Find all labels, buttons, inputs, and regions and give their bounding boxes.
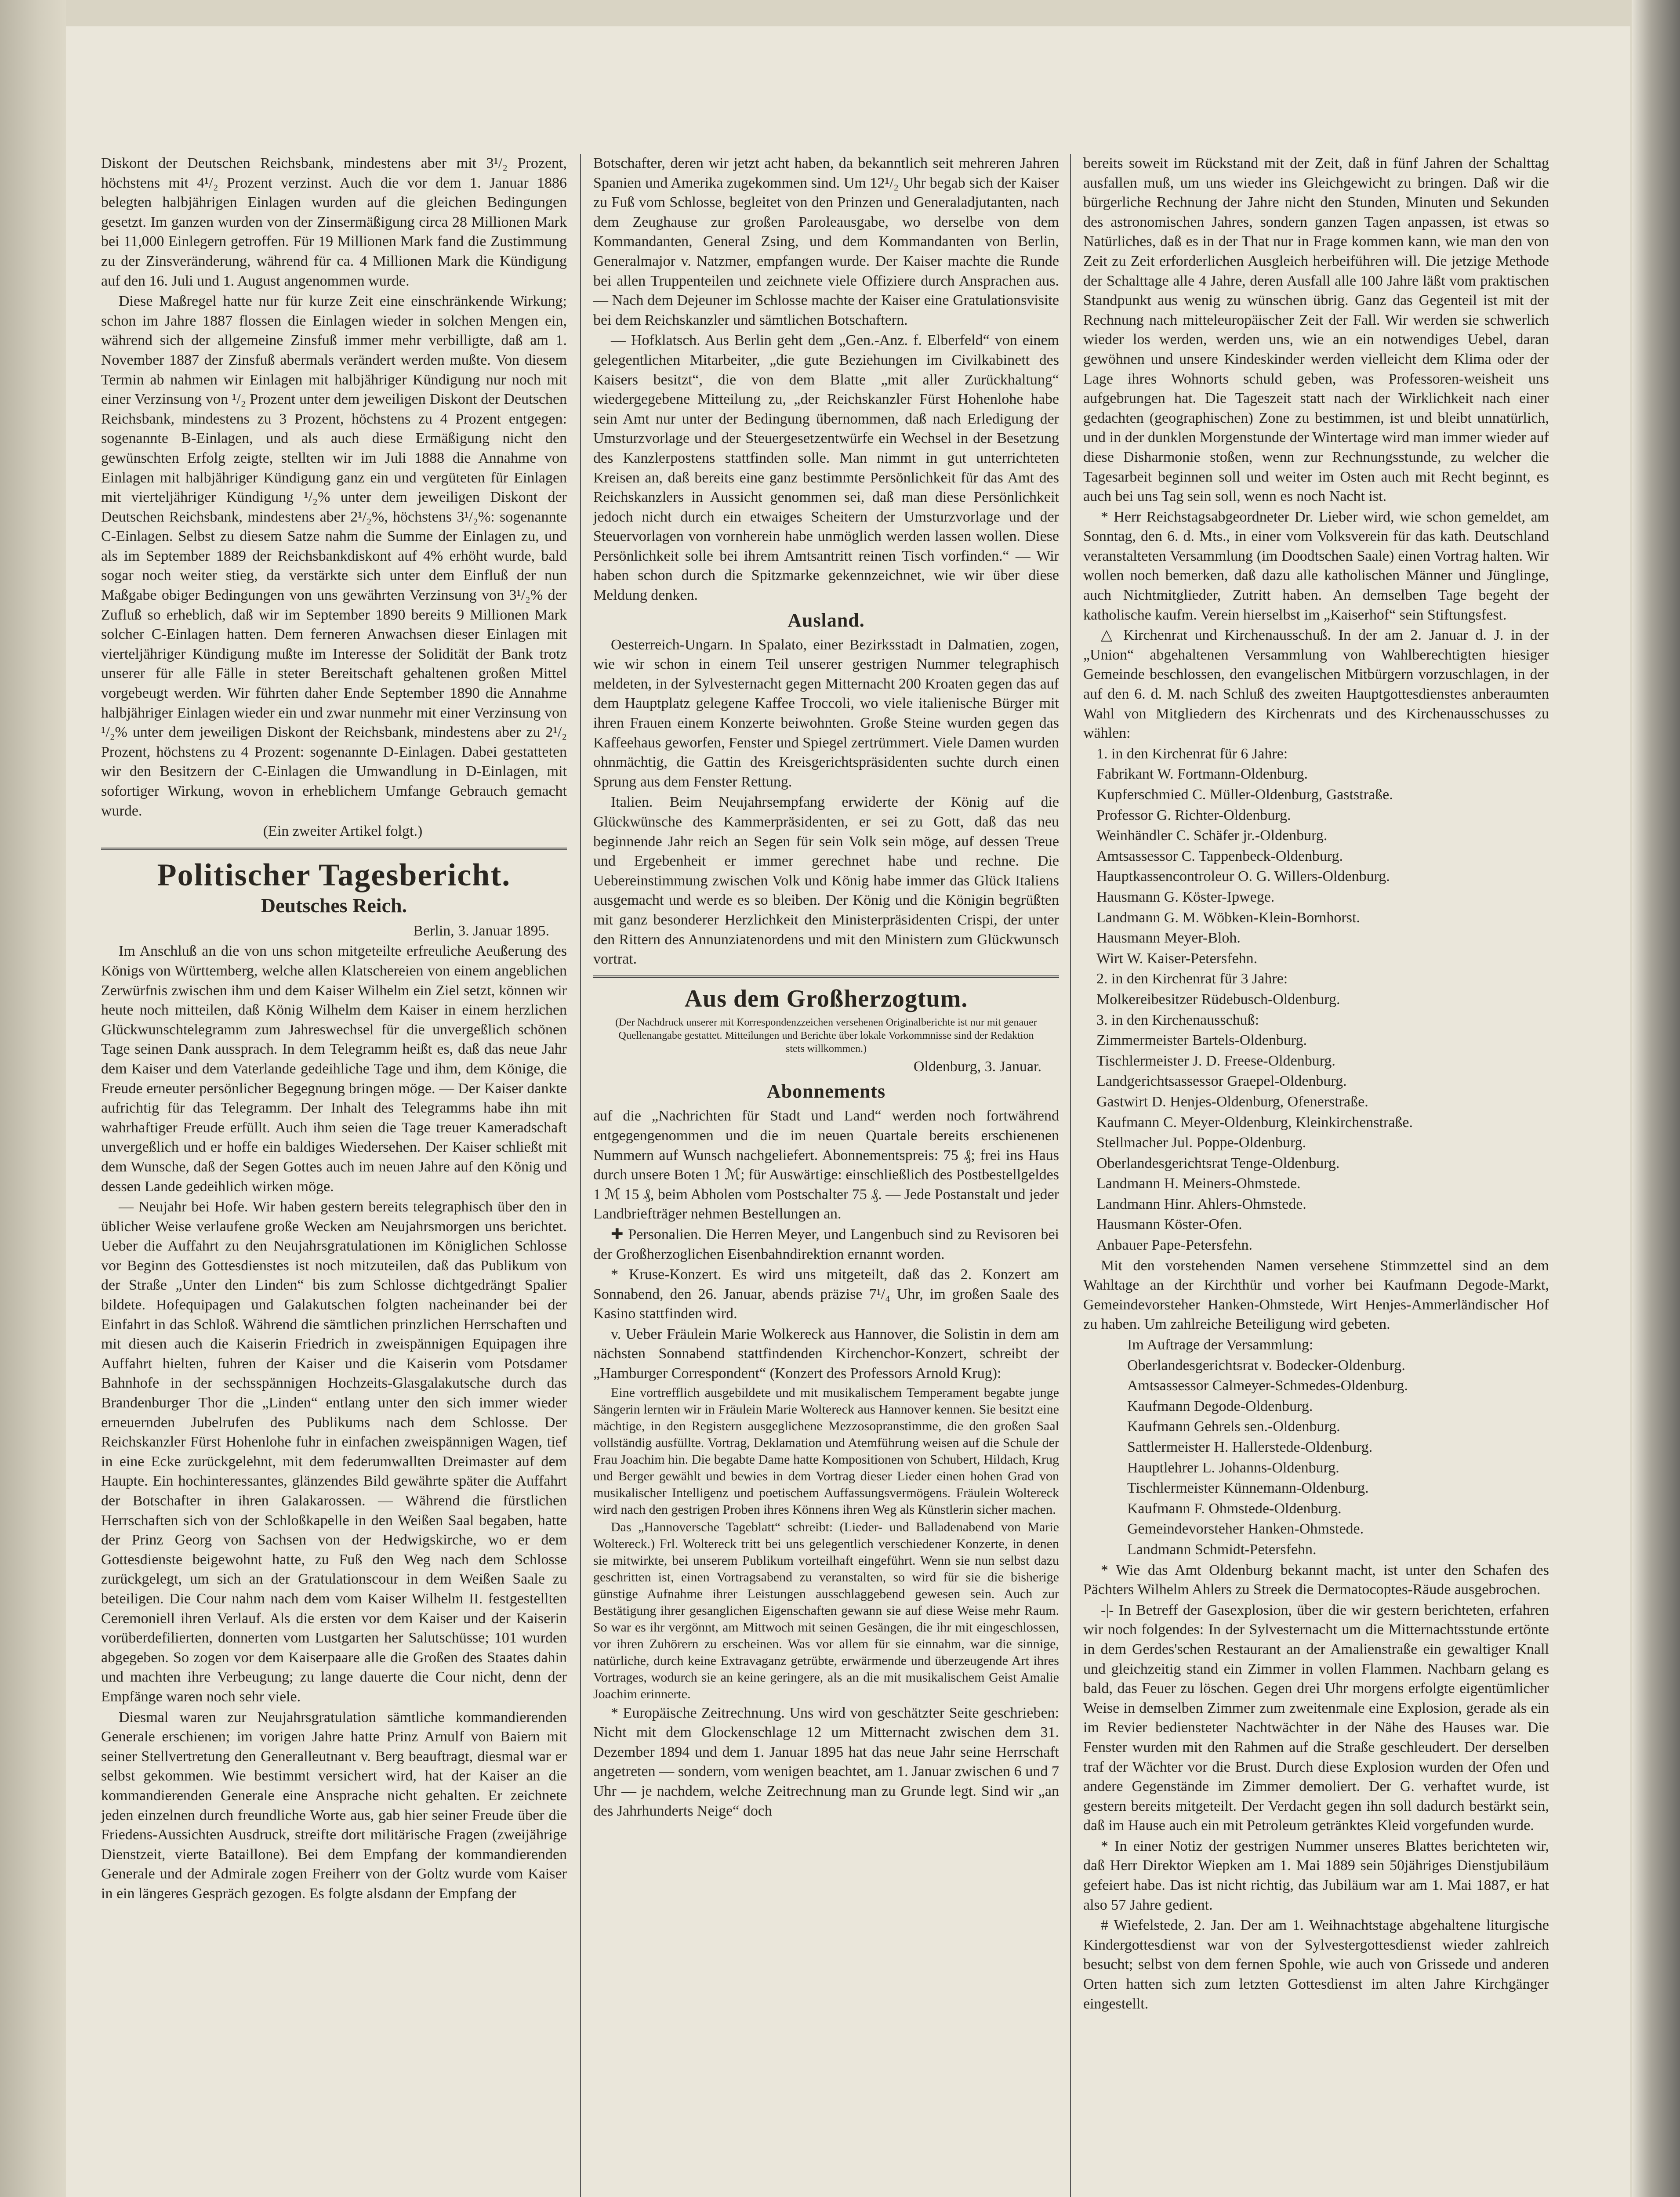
list-item: Stellmacher Jul. Poppe-Oldenburg. xyxy=(1096,1135,1306,1151)
list-item: Sattlermeister H. Hallerstede-Oldenburg. xyxy=(1127,1439,1373,1455)
list-item: Fabrikant W. Fortmann-Oldenburg. xyxy=(1096,766,1308,783)
column-right xyxy=(1083,154,1549,2015)
article-paragraph: △ Kirchenrat und Kirchenausschuß. In der am 2. Januar d. J. in der „Union“ abgehaltenen Versammlung von Wahlberechtigten hiesiger Gemeinde beschlossen, den evangelischen Mitbürgern vorzuschlagen, in der auf den 6. d. M. nach Schluß des zweiten Hauptgottesdienstes anberaumten Wahl von Mitgliedern des Kirchenrats und des Kirchenausschusses zu wählen: xyxy=(1083,627,1549,742)
article-paragraph: Botschafter, deren wir jetzt acht haben, da bekanntlich seit mehreren Jahren Spanien und Amerika zugekommen sind. Um 12¹/₂ Uhr begab sich der Kaiser zu Fuß vom Schlosse, begleitet von den Prinzen und Generaladjutanten, nach dem Zeughause zur großen Paroleausgabe, wo derselbe von dem Kommandanten, General Zsing, und dem Kommandanten von Berlin, Generalmajor v. Natzmer, empfangen wurde. Der Kaiser machte die Runde bei allen Truppenteilen und zeichnete viele Offiziere durch Ansprachen aus. — Nach dem Dejeuner im Schlosse machte der Kaiser eine Gratulationsvisite bei dem Reichskanzler und sämtlichen Botschaftern. xyxy=(593,155,1059,328)
article-paragraph: bereits soweit im Rückstand mit der Zeit, daß in fünf Jahren der Schalttag ausfallen muß, um uns wieder ins Gleichgewicht zu bringen. Daß wir die bürgerliche Rechnung der Jahre nicht den Stunden, Minuten und Sekunden des astronomischen Jahres, sondern ganzen Tagen anpassen, ist etwas so Natürliches, daß es in der That nur in Frage kommen kann, wie man den von Zeit zu Zeit erforderlichen Ausgleich herbeiführen will. Die jetzige Methode der Schalttage alle 4 Jahre, deren Ausfall alle 100 Jahre läßt vom praktischen Standpunkt aus wenig zu wünschen übrig. Ganz das Gegenteil ist mit der Rechnung nach mitteleuropäischer Zeit der Fall. Wir werden sie schwerlich wieder los werden, werden uns, wie an ein notwendiges Uebel, daran gewöhnen und unsere Kindeskinder werden vielleicht dem Klima oder der Lage ihres Wohnorts schuld geben, was Professoren-weisheit uns aufgebrungen hat. Die Tageszeit statt nach der Wirklichkeit nach einer gedachten (geographischen) Zone zu bestimmen, ist und bleibt unnatürlich, und in der dunklen Morgenstunde der Wintertage wird man immer wieder auf diese Disharmonie stoßen, wenn zur Rechnungsstunde, zu welcher die Tagesarbeit beginnen soll und weiter im Osten auch mit Recht beginnt, es auch bei uns Tag sein soll, wenn es noch Nacht ist. xyxy=(1083,155,1549,505)
article-paragraph: * Europäische Zeitrechnung. Uns wird von geschätzter Seite geschrieben: Nicht mit dem Glockenschlage 12 um Mitternacht zwischen dem 31. Dezember 1894 und dem 1. Januar 1895 hat das neue Jahr seine Herrschaft angetreten — sondern, vom wenigen beachtet, am 1. Januar zwischen 6 und 7 Uhr — je nachdem, welche Zeitrechnung man zu Grunde legt. Sind wir „an des Jahrhunderts Neige“ doch xyxy=(593,1704,1059,1819)
list-item: Hausmann Meyer-Bloh. xyxy=(1096,930,1241,946)
list-item: Oberlandesgerichtsrat v. Bodecker-Oldenburg. xyxy=(1127,1357,1405,1374)
article-paragraph: * In einer Notiz der gestrigen Nummer unseres Blattes berichteten wir, daß Herr Direktor Wiepken am 1. Mai 1889 sein 50jähriges Dienstjubiläum gefeiert habe. Das ist nicht richtig, das Jubiläum war am 1. Mai 1887, er hat also 57 Jahre gedient. xyxy=(1083,1838,1549,1913)
article-paragraph: ✚ Personalien. Die Herren Meyer, und Langenbuch sind zu Revisoren bei der Großherzoglichen Eisenbahndirektion ernannt worden. xyxy=(593,1226,1059,1262)
article-paragraph: * Kruse-Konzert. Es wird uns mitgeteilt, daß das 2. Konzert am Sonnabend, den 26. Januar, abends präzise 7¹/₄ Uhr, im großen Saale des Kasino stattfinden wird. xyxy=(593,1266,1059,1322)
section-subtitle: Deutsches Reich. xyxy=(261,894,407,917)
list-item: Gastwirt D. Henjes-Oldenburg, Ofenerstraße. xyxy=(1096,1093,1368,1110)
article-paragraph: * Wie das Amt Oldenburg bekannt macht, ist unter den Schafen des Pächters Wilhelm Ahlers zu Streek die Dermatocoptes-Räude ausgebrochen. xyxy=(1083,1562,1549,1598)
column-rule xyxy=(1070,154,1071,2197)
list-item: Tischlermeister J. D. Freese-Oldenburg. xyxy=(1096,1052,1335,1069)
list-item: Tischlermeister Künnemann-Oldenburg. xyxy=(1127,1480,1369,1497)
quoted-paragraph: Das „Hannoversche Tageblatt“ schreibt: (Lieder- und Balladenabend von Marie Woltereck.) Frl. Woltereck tritt bei uns gelegentlich verschiedener Konzerte, in denen sie mitwirkte, bei unserem Publikum vorteilhaft eingeführt. Wenn sie nun selbst dazu geschritten ist, einen Vortragsabend zu veranstalten, so wird für sie die bisherige günstige Aufnahme ihrer Leistungen ausschlaggebend gewesen sein. Auch zur Bestätigung ihrer gesanglichen Eigenschaften gewann sie auf diese Weise mehr Raum. So war es ihr vergönnt, am Mittwoch mit seinen Gesängen, die ihr mit eingeschlossen, vor ihren Zuhörern zu erscheinen. Was vor allem für sie einnahm, war die sinnige, natürliche, durch keine Extravaganz getrübte, erwärmende und überzeugende Art ihres Vortrages, wodurch sie an keine geringere, als an die mit musikalischem Geist Amalie Joachim erinnerte. xyxy=(593,1519,1059,1701)
list-item: Kaufmann Gehrels sen.-Oldenburg. xyxy=(1127,1418,1340,1435)
section-heading: Ausland. xyxy=(787,609,865,631)
scan-left-margin xyxy=(0,0,66,2197)
list-item: Landmann H. Meiners-Ohmstede. xyxy=(1096,1175,1301,1192)
quoted-paragraph: Eine vortrefflich ausgebildete und mit musikalischem Temperament begabte junge Sängerin lernten wir in Fräulein Marie Woltereck aus Hannover kennen. Sie besitzt eine mächtige, in den Registern ausgeglichene Mezzosopranstimme, die den großen Saal vollständig ausfüllte. Vortrag, Deklamation und Atemführung weisen auf die Schule der Frau Joachim hin. Die begabte Dame hatte Kompositionen von Schubert, Hildach, Krug und Berger gewählt und bewies in dem Vortrag dieser Lieder einen hohen Grad von musikalischer Intelligenz und poetischem Auffassungsvermögens. Fräulein Woltereck wird nach den gestrigen Proben ihres Könnens ihren Weg als Künstlerin sicher machen. xyxy=(593,1385,1059,1517)
continuation-note: (Ein zweiter Artikel folgt.) xyxy=(263,823,423,840)
list-item: Professor G. Richter-Oldenburg. xyxy=(1096,807,1291,823)
column-middle xyxy=(593,154,1059,1822)
article-paragraph: — Neujahr bei Hofe. Wir haben gestern bereits telegraphisch über den in üblicher Weise verlaufene große Wecken am Neujahrsmorgen uns berichtet. Ueber die Auffahrt zu den Neujahrsgratulationen im Königlichen Schlosse vor Beginn des Gottesdienstes ist noch mitzuteilen, daß das Publikum von der Straße „Unter den Linden“ bis zum Schlosse dichtgedrängt Spalier bildete. Hofequipagen und Galakutschen folgten nacheinander bei der Einfahrt in das Schloß. Während die sämtlichen prinzlichen Herrschaften und mit diesen auch die Kaiserin Friedrich in zweispännigen Equipagen ihre Auffahrt hielten, fuhren der Kaiser und die Kaiserin vom Potsdamer Bahnhofe in der sechsspännigen Hochzeits-Glasgalakutsche durch das Brandenburger Thor die „Linden“ entlang unter den sich immer wieder erneuernden Jubelrufen des Publikums nach dem Schlosse. Der Reichskanzler Fürst Hohenlohe fuhr in einfachen zweispännigen Wagen, tief in eine Ecke zurückgelehnt, mit dem federumwallten Dreimaster auf dem Haupte. Ein hochinteressantes, glänzendes Bild gewährte später die Auffahrt der Botschafter in ihren Galakarossen. — Während die fürstlichen Herrschaften sich von der Schloßkapelle in den Weißen Saal begaben, hatte der Prinz Georg von Sachsen von der Hedwigskirche, wo er dem Gottesdienste beigewohnt hatte, zu Fuß den Weg nach dem Schlosse zurückgelegt, um sich an der Gratulationscour in dem Weißen Saale zu beteiligen. Die Cour nahm nach dem vom Kaiser Wilhelm II. festgestellten Ceremoniell ihren Verlauf. Als die ersten vor dem Kaiser und der Kaiserin vorüberdefilierten, donnerten vom Lustgarten her Salutschüsse; 101 wurden abgegeben. So zogen vor dem Kaiserpaare alle die Großen des Staates dahin und machten ihre Verbeugung; zu lange dauerte die Cour nicht, denn der Empfänge waren noch sehr viele. xyxy=(101,1199,567,1705)
list-item: Landgerichtsassessor Graepel-Oldenburg. xyxy=(1096,1073,1347,1090)
section-divider xyxy=(101,848,567,850)
dateline: Berlin, 3. Januar 1895. xyxy=(413,922,549,939)
dateline: Oldenburg, 3. Januar. xyxy=(913,1058,1041,1075)
scan-right-edge xyxy=(1632,0,1680,2197)
article-paragraph: * Herr Reichstagsabgeordneter Dr. Lieber wird, wie schon gemeldet, am Sonntag, den 6. d. Mts., in einer vom Volksverein für das kath. Deutschland veranstalteten Versammlung (im Doodtschen Saale) einen Vortrag halten. Wir wollen noch bemerken, daß dazu alle katholischen Männer und Jünglinge, auch Nichtmitglieder, Zutritt haben. An demselben Tage begeht der katholische kaufm. Verein hierselbst im „Kaiserhof“ sein Stiftungsfest. xyxy=(1083,508,1549,623)
reprint-note: (Der Nachdruck unserer mit Korrespondenzzeichen versehenen Originalberichte ist nur mit genauer Quellenangabe gestattet. Mitteilungen und Berichte über lokale Vorkommnisse sind der Redaktion stets willkommen.) xyxy=(615,1016,1037,1055)
list-item: Amtsassessor C. Tappenbeck-Oldenburg. xyxy=(1096,848,1343,864)
list-item: Gemeindevorsteher Hanken-Ohmstede. xyxy=(1127,1521,1364,1537)
article-paragraph: Mit den vorstehenden Namen versehene Stimmzettel sind an dem Wahltage an der Kirchthür und vorher bei Kaufmann Degode-Markt, Gemeindevorsteher Hanken-Ohmstede, Wirt Henjes-Ammerländischer Hof zu haben. Um zahlreiche Beteiligung wird gebeten. xyxy=(1083,1257,1549,1333)
article-paragraph: Diskont der Deutschen Reichsbank, mindestens aber mit 3¹/₂ Prozent, höchstens mit 4¹/₂ Prozent verzinst. Auch die vor dem 1. Januar 1886 belegten halbjährigen Einlagen wurden auf die gleichen Bedingungen gesetzt. Im ganzen wurden von der Zinsermäßigung circa 28 Millionen Mark bei 11,000 Einlegern getroffen. Für 19 Millionen Mark fand die Zustimmung zu der Zinsveränderung, während für ca. 4 Millionen Mark die Kündigung auf den 16. Juli und 1. August angenommen wurde. xyxy=(101,155,567,289)
list-item: Hauptkassencontroleur O. G. Willers-Oldenburg. xyxy=(1096,868,1390,885)
list-item: Landmann Schmidt-Petersfehn. xyxy=(1127,1541,1317,1558)
column-rule xyxy=(580,154,581,2197)
list-item: Kupferschmied C. Müller-Oldenburg, Gaststraße. xyxy=(1096,787,1393,803)
article-paragraph: v. Ueber Fräulein Marie Wolkereck aus Hannover, die Solistin in dem am nächsten Sonnabend stattfindenden Kirchenchor-Konzert, schreibt der „Hamburger Correspondent“ (Konzert des Professors Arnold Krug): xyxy=(593,1326,1059,1382)
list-item: Anbauer Pape-Petersfehn. xyxy=(1096,1237,1252,1254)
list-item: Wirt W. Kaiser-Petersfehn. xyxy=(1096,950,1258,967)
list-item: Kaufmann Degode-Oldenburg. xyxy=(1127,1398,1313,1414)
article-paragraph: # Wiefelstede, 2. Jan. Der am 1. Weihnachtstage abgehaltene liturgische Kindergottesdienst war von der Sylvestergottesdienst wieder zahlreich besucht; selbst von dem fernen Spohle, wie auch von Grissede und anderen Orten hatten sich zum letzten Gottesdienst im alten Jahre Kirchgänger eingestellt. xyxy=(1083,1917,1549,2012)
article-paragraph: Diesmal waren zur Neujahrsgratulation sämtliche kommandierenden Generale erschienen; im vorigen Jahre hatte Prinz Arnulf von Baiern mit seiner Stellvertretung den Generalleutnant v. Berg beauftragt, diesmal war er selbst gekommen. Wie bestimmt versichert wird, hat der Kaiser an die kommandierenden Generale eine Ansprache nicht gehalten. Er zeichnete jeden einzelnen durch freundliche Worte aus, gab hier seiner Freude über die Friedens-Aussichten Ausdruck, streifte dort militärische Fragen (zweijährige Dienstzeit, vierte Bataillone). Bei dem Empfang der kommandierenden Generale und der Admirale zogen Freiherr von der Goltz wurde vom Kaiser in ein längeres Gespräch gezogen. Es folgte alsdann der Empfang der xyxy=(101,1709,567,1902)
section-title: Politischer Tagesbericht. xyxy=(157,857,511,892)
list-heading: 2. in den Kirchenrat für 3 Jahre: xyxy=(1096,971,1288,987)
list-item: Hausmann G. Köster-Ipwege. xyxy=(1096,888,1275,905)
newspaper-page xyxy=(66,26,1630,2197)
column-left xyxy=(101,154,567,1904)
section-divider xyxy=(593,975,1059,978)
list-heading: 3. in den Kirchenausschuß: xyxy=(1096,1011,1259,1028)
article-paragraph: — Hofklatsch. Aus Berlin geht dem „Gen.-Anz. f. Elberfeld“ von einem gelegentlichen Mitarbeiter, „die gute Beziehungen im Civilkabinett des Kaisers besitzt“, die von dem Blatte „mit aller Zurückhaltung“ wiedergegebene Mitteilung zu, „der Reichskanzler Fürst Hohenlohe habe sein Amt nur unter der Bedingung übernommen, daß nach Erledigung der Umsturzvorlage und der Steuergesetzentwürfe ein Wechsel in der Besetzung des Kanzlerpostens stattfinden solle. Man nimmt in gut unterrichteten Kreisen an, daß bereits eine ganz bestimmte Persönlichkeit für das Amt des Reichskanzlers in Aussicht genommen sei, daß man diese Persönlichkeit jedoch nicht durch ein etwaiges Scheitern der Umsturzvorlage und der Steuervorlagen von vornherein habe unmöglich werden lassen wollen. Diese Persönlichkeit solle bei ihrem Amtsantritt reinen Tisch vorfinden.“ — Wir haben schon durch die Spitzmarke gekennzeichnet, wie wir über diese Meldung denken. xyxy=(593,332,1059,604)
list-item: Zimmermeister Bartels-Oldenburg. xyxy=(1096,1032,1307,1049)
list-item: Weinhändler C. Schäfer jr.-Oldenburg. xyxy=(1096,827,1328,844)
list-item: Molkereibesitzer Rüdebusch-Oldenburg. xyxy=(1096,991,1340,1008)
list-heading: 1. in den Kirchenrat für 6 Jahre: xyxy=(1096,745,1288,762)
list-item: Kaufmann C. Meyer-Oldenburg, Kleinkirchenstraße. xyxy=(1096,1114,1413,1131)
article-paragraph: Italien. Beim Neujahrsempfang erwiderte der König auf die Glückwünsche des Kammerpräsidenten, er sei zu Gott, daß das neu beginnende Jahr reich an Segen für sein Volk sein möge, auf dessen Treue und Ergebenheit er immer gerechnet habe und rechne. Die Uebereinstimmung zwischen Volk und König habe immer das Glück Italiens ausgemacht und werde es so bleiben. Der König und die Königin begrüßten mit ganz besonderer Herzlichkeit den Ministerpräsidenten Crispi, der unter den Rittern des Annunziatenordens und mit den Ministern zum Glückwunsch vortrat. xyxy=(593,794,1059,968)
article-paragraph: -|- In Betreff der Gasexplosion, über die wir gestern berichteten, erfahren wir noch folgendes: In der Sylvesternacht um die Mitternachtsstunde ertönte in dem Gerdes'schen Restaurant an der Amalienstraße ein gewaltiger Knall und gleichzeitig stand ein Zimmer in vollen Flammen. Nachbarn gelang es bald, das Feuer zu löschen. Gegen drei Uhr morgens erfolgte eigentümlicher Weise in demselben Zimmer zum zweitenmale eine Explosion, gerade als ein im Revier bediensteter Nachtwächter in der Nähe des Hauses war. Die Fenster wurden mit den Rahmen auf die Straße geschleudert. Der derselben traf der Wächter vor die Brust. Durch diese Explosion wurden der Ofen und andere Gegenstände im Zimmer demoliert. Der G. verhaftet wurde, ist gestern bereits mitgeteilt. Der Verdacht gegen ihn soll dadurch bestärkt sein, daß im Hause auch ein mit Petroleum getränktes Kleid vorgefunden wurde. xyxy=(1083,1602,1549,1834)
article-paragraph: Oesterreich-Ungarn. In Spalato, einer Bezirksstadt in Dalmatien, zogen, wie wir schon in einem Teil unserer gestrigen Nummer telegraphisch meldeten, in der Sylvesternacht gegen Mitternacht 200 Kroaten gegen das auf dem Hauptplatz gelegene Kaffee Troccoli, wo viele italienische Bürger mit ihren Frauen einem Konzerte beiwohnten. Große Steine wurden gegen das Kaffeehaus geworfen, Fenster und Spiegel zertrümmert. Viele Damen wurden ohnmächtig, die Gattin des Kreisgerichtspräsidenten suchte durch einen Sprung aus dem Fenster Rettung. xyxy=(593,636,1059,790)
list-item: Hausmann Köster-Ofen. xyxy=(1096,1216,1242,1233)
list-item: Kaufmann F. Ohmstede-Oldenburg. xyxy=(1127,1500,1342,1517)
list-item: Landmann G. M. Wöbken-Klein-Bornhorst. xyxy=(1096,909,1360,926)
article-paragraph: auf die „Nachrichten für Stadt und Land“ werden noch fortwährend entgegengenommen und die im neuen Quartale bereits erschienenen Nummern auf Wunsch nachgeliefert. Abonnementspreis: 75 ₰; frei ins Haus durch unsere Boten 1 ℳ; für Auswärtige: einschließlich des Postbestellgeldes 1 ℳ 15 ₰, beim Abholen vom Postschalter 75 ₰. — Jede Postanstalt und jeder Landbriefträger nehmen Bestellungen an. xyxy=(593,1108,1060,1222)
list-item: Oberlandesgerichtsrat Tenge-Oldenburg. xyxy=(1096,1155,1340,1171)
list-heading: Im Auftrage der Versammlung: xyxy=(1127,1337,1314,1353)
section-heading: Aus dem Großherzogtum. xyxy=(684,985,968,1012)
article-paragraph: Diese Maßregel hatte nur für kurze Zeit eine einschränkende Wirkung; schon im Jahre 1887 flossen die Einlagen wieder in solchen Mengen ein, während sich der allgemeine Zinsfuß immer mehr verbilligte, daß am 1. November 1887 der Zinsfuß abermals verändert werden mußte. Von diesem Termin ab nahmen wir Einlagen mit halbjähriger Kündigung nur noch mit einer Verzinsung von ¹/₂ Prozent unter dem jeweiligen Diskont der Deutschen Reichsbank, mindestens zu 3 Prozent, höchstens zu 4 Prozent entgegen: sogenannte B-Einlagen, und als auch diese Ermäßigung nicht den gewünschten Erfolg zeigte, stellten wir im Juli 1888 die Annahme von Einlagen mit halbjähriger Kündigung ganz ein und vergüteten für Einlagen mit vierteljähriger Kündigung ¹/₂% unter dem jeweiligen Diskont der Deutschen Reichsbank, mindestens aber 2¹/₂%, höchstens 3¹/₂%: sogenannte C-Einlagen. Selbst zu diesem Satze nahm die Summe der Einlagen zu, und als im September 1889 der Reichsbankdiskont auf 4% erhöht wurde, bald sogar noch weiter stieg, da verstärkte sich unter dem Einfluß der nun Maßgabe obiger Bedingungen von uns gewährten Verzinsung von 3¹/₂% der Zufluß so erheblich, daß wir im September 1890 bereits 9 Millionen Mark solcher C-Einlagen hatten. Dem ferneren Anwachsen dieser Einlagen mit vierteljähriger Kündigung mußte im Interesse der Solidität der Bank trotz unserer für alle Fälle in steter Bereitschaft gehaltenen großen Mittel vorgebeugt werden. Wir führten daher Ende September 1890 die Annahme halbjähriger Einlagen wieder ein und zwar nunmehr mit einer Verzinsung von ¹/₂% unter dem jeweiligen Diskont der Reichsbank, mindestens aber zu 2¹/₂ Prozent, höchstens zu 4 Prozent: sogenannte D-Einlagen. Dabei gestatteten wir den Besitzern der C-Einlagen die Umwandlung in D-Einlagen, mit sofortiger Wirkung, wovon in erheblichem Umfange Gebrauch gemacht wurde. xyxy=(101,293,567,819)
list-item: Hauptlehrer L. Johanns-Oldenburg. xyxy=(1127,1459,1339,1476)
list-item: Amtsassessor Calmeyer-Schmedes-Oldenburg. xyxy=(1127,1378,1408,1394)
list-item: Landmann Hinr. Ahlers-Ohmstede. xyxy=(1096,1196,1306,1212)
article-paragraph: Im Anschluß an die von uns schon mitgeteilte erfreuliche Aeußerung des Königs von Württemberg, welche allen Klatschereien von einem angeblichen Zerwürfnis zwischen ihm und dem Kaiser Wilhelm ein Ziel setzt, können wir heute noch mitteilen, daß König Wilhelm dem Kaiser in einem herzlichen Glückwunschtelegramm zum Jahreswechsel für die unvergeßlich schönen Tage seinen Dank aussprach. In dem Telegramm heißt es, daß das neue Jahr dem Kaiser und dem Vaterlande gedeihliche Tage und ihm, dem Könige, die Freude erneuter persönlicher Begegnung bringen möge. — Der Kaiser dankte aufrichtig für das Telegramm. Der Inhalt des Telegramms habe ihn mit wahrhaftiger Freude erfüllt. Auch ihm seien die Tage treuer Kameradschaft unvergeßlich und er hoffe ein baldiges Wiedersehen. Der Kaiser schließt mit dem Wunsche, daß der Segen Gottes auch im neuen Jahre auf den König und dessen Lande gedeihlich wirken möge. xyxy=(101,943,567,1195)
section-heading: Abonnements xyxy=(766,1080,886,1102)
